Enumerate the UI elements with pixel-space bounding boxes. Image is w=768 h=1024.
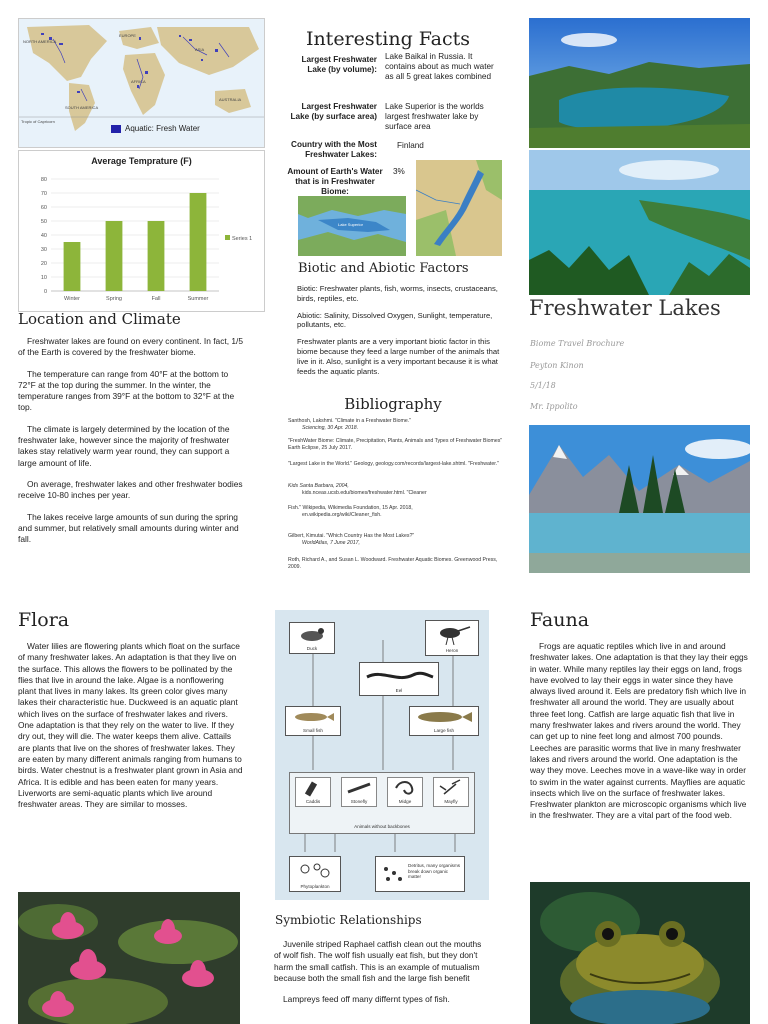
fw-eel [359, 662, 439, 696]
lake-photo-2 [529, 150, 750, 295]
legend-swatch [111, 125, 121, 133]
fw-stonefly [341, 777, 377, 807]
location-body [18, 336, 246, 555]
food-web-diagram [275, 610, 489, 900]
bib-4b: kids.nceas.ucsb.edu/biomes/freshwater.html. "Cleaner [302, 489, 427, 496]
lake-superior-label: Lake Superior [338, 222, 363, 227]
bib-1a: Santhosh, Lakshmi. "Climate in a Freshwater Biome." [288, 418, 412, 424]
fact-1-value: Lake Baikal in Russia. It contains about as much water as all 5 great lakes combined [385, 52, 494, 81]
chart-ytick-label: 70 [40, 191, 47, 197]
fact-3-label: Country with the Most Freshwater Lakes: [291, 140, 377, 159]
legend-label: Aquatic: Fresh Water [125, 124, 200, 133]
chart-bar [148, 221, 165, 291]
chart-ytick-label: 10 [40, 275, 47, 281]
lake-photo-3-graphic [529, 425, 750, 573]
fw-duck-label: Duck [306, 646, 318, 651]
bib-entry-7: Roth, Richard A., and Susan L. Woodward. Freshwater Aquatic Biomes. Greenwood Press, 2009. [288, 557, 498, 570]
chart-ytick-label: 60 [40, 205, 47, 211]
heron-icon [432, 623, 472, 645]
cover-subtitle: Biome Travel Brochure [530, 339, 625, 348]
cover-title: Freshwater Lakes [529, 296, 721, 320]
fact-1-label: Largest Freshwater Lake (by volume): [301, 55, 377, 74]
bib-entry-4 [288, 483, 508, 496]
chart-plot [19, 151, 264, 311]
chart-bar [190, 193, 207, 291]
biotic-p3: Freshwater plants are a very important biotic factor in this biome because they feed a large number of the animals that live in it. Also, sunlight is a very important because it is what feeds the aquatic plants. [297, 337, 500, 376]
cover-date: 5/1/18 [530, 381, 556, 390]
duck-icon [297, 625, 327, 643]
chart-bar [64, 242, 81, 291]
lake-photo-1-graphic [529, 18, 750, 148]
symbiotic-body [274, 939, 488, 1015]
fact-3-value: Finland [397, 141, 424, 150]
water-lily-graphic [18, 892, 240, 1024]
bib-4a: Kids Santa Barbara, 2004, [288, 483, 349, 489]
bib-entry-6 [288, 533, 508, 546]
chart-ytick-label: 30 [40, 247, 47, 253]
fw-heron [425, 620, 479, 656]
detritus-icon [380, 863, 406, 885]
fw-invertebrates [289, 772, 475, 834]
bib-6a: Gilbert, Kimutai. "Which Country Has the Most Lakes?" [288, 533, 415, 539]
flora-heading: Flora [18, 609, 70, 631]
chart-ytick-label: 20 [40, 261, 47, 267]
chart-ytick-label: 0 [43, 289, 47, 295]
fw-phytoplankton [289, 856, 341, 892]
midge-icon [388, 778, 422, 798]
bib-6b: WorldAtlas, 7 June 2017, [302, 539, 360, 546]
lake-photo-2-graphic [529, 150, 750, 295]
fw-without-backbones: Animals without backbones [354, 824, 410, 829]
flora-body [18, 641, 243, 820]
chart-ytick-label: 50 [40, 219, 47, 225]
bibliography-heading: Bibliography [344, 395, 442, 413]
fact-2-value: Lake Superior is the worlds largest freshwater lake by surface area [385, 102, 484, 131]
lake-superior-map [298, 196, 406, 256]
phytoplankton-icon [295, 859, 335, 881]
symbiotic-p1: Juvenile striped Raphael catfish clean out the mouths of wolf fish. The wolf fish usually eat fish, but they don't harm the small catfish. This is an example of mutualism because both the small fish and the large fish benefit [274, 939, 482, 983]
fw-large-fish-label: Large fish [433, 728, 455, 733]
chart-xtick-label: Winter [64, 296, 80, 302]
fw-small-fish-label: Small fish [303, 728, 323, 733]
chart-legend-swatch [225, 235, 230, 240]
fw-eel-label: Eel [395, 688, 403, 693]
fauna-text: Frogs are aquatic reptiles which live in and around freshwater lakes. One adaptation is that they lay their eggs in water. While many reptiles lay their eggs on land, frogs have evolved to lay their eggs in water since they have always lived around it. Eels are predatory fish which live in freshwater all around the world. They are usually about three feet long. Catfish are large aquatic fish that live in many freshwater lakes and rivers around the world. They can get up to nine feet long and almost 700 pounds. Leeches are parasitic worms that live in many freshwater lakes and rivers around the world. One adaptation is the way they move. Leeches move in a wave-like way in order to swim in the water against currents. Mayflies are aquatic insects which live on the surface of freshwater lakes. Freshwater plankton are microscopic organisms which live in the freshwater. They are a vital part of the food web. [530, 641, 748, 821]
facts-heading: Interesting Facts [305, 28, 471, 50]
caddis-icon [296, 778, 330, 798]
eel-icon [363, 667, 435, 685]
fw-caddis-label: Caddis [305, 799, 321, 804]
location-p4: On average, freshwater lakes and other freshwater bodies receive 10-80 inches per year. [18, 478, 243, 501]
map-label-asia: ASIA [195, 47, 205, 52]
small-fish-icon [291, 710, 335, 724]
stonefly-icon [342, 778, 376, 798]
lake-photo-3 [529, 425, 750, 573]
fw-detritus-label: Detritus, many organisms break down organic matter [408, 863, 461, 880]
symbiotic-heading: Symbiotic Relationships [275, 913, 422, 927]
bib-1b: Sciencing, 30 Apr. 2018. [302, 424, 359, 431]
fw-midge [387, 777, 423, 807]
chart-xtick-label: Spring [106, 296, 122, 302]
bib-5b: en.wikipedia.org/wiki/Cleaner_fish. [302, 511, 382, 518]
chart-title: Average Temprature (F) [91, 156, 192, 166]
lake-baikal-graphic [416, 160, 502, 256]
water-lily-photo [18, 892, 240, 1024]
fauna-heading: Fauna [530, 609, 590, 631]
fw-phyto-label: Phytoplankton [300, 884, 330, 889]
mayfly-icon [434, 778, 468, 798]
frog-graphic [530, 882, 750, 1024]
bib-entry-2: "FreshWater Biome: Climate, Precipitation, Plants, Animals and Types of Freshwater Biomes" Earth Eclipse, 25 July 2017. [288, 438, 503, 451]
chart-legend-label: Series 1 [232, 236, 253, 242]
bib-entry-3: "Largest Lake in the World." Geology, geology.com/records/largest-lake.shtml. "Freshwater." [288, 461, 499, 467]
fw-duck [289, 622, 335, 654]
fact-4-label: Amount of Earth's Water that is in Freshwater Biome: [287, 167, 383, 196]
world-map-freshwater [18, 18, 265, 148]
bib-5a: Fish." Wikipedia, Wikimedia Foundation, 15 Apr. 2018, [288, 505, 413, 511]
fw-caddis [295, 777, 331, 807]
large-fish-icon [414, 710, 474, 724]
fw-midge-label: Midge [398, 799, 412, 804]
biotic-heading: Biotic and Abiotic Factors [298, 261, 469, 276]
location-p1: Freshwater lakes are found on every continent. In fact, 1/5 of the Earth is covered by the freshwater biome. [18, 336, 244, 358]
map-label-south-america: SOUTH AMERICA [65, 105, 99, 110]
location-heading: Location and Climate [18, 310, 181, 328]
frog-photo [530, 882, 750, 1024]
fact-2-label: Largest Freshwater Lake (by surface area) [290, 102, 377, 121]
lake-baikal-map [416, 160, 502, 256]
map-label-tropic: Tropic of Capricorn [21, 119, 55, 124]
chart-xtick-label: Fall [151, 296, 161, 302]
fw-mayfly [433, 777, 469, 807]
map-label-europe: EUROPE [119, 33, 136, 38]
fw-detritus [375, 856, 465, 892]
biotic-p2: Abiotic: Salinity, Dissolved Oxygen, Sunlight, temperature, pollutants, etc. [297, 310, 493, 330]
cover-teacher: Mr. Ippolito [530, 402, 578, 411]
fw-small-fish [285, 706, 341, 736]
location-p3: The climate is largely determined by the location of the freshwater lake, however since the majority of freshwater lakes stay relatively warm year round, they can support a large amount of life. [18, 423, 230, 468]
bib-entry-1 [288, 418, 508, 431]
fauna-body [530, 641, 752, 832]
biotic-body [297, 284, 502, 376]
location-p5: The lakes receive large amounts of sun during the spring and summer, but relatively small amounts during winter and fall. [18, 511, 239, 545]
chart-xtick-label: Summer [187, 296, 209, 302]
fw-heron-label: Heron [445, 648, 459, 653]
map-legend [111, 124, 200, 133]
fw-stonefly-label: Stonefly [350, 799, 368, 804]
biotic-p1: Biotic: Freshwater plants, fish, worms, insects, crustaceans, birds, reptiles, etc. [297, 284, 498, 303]
chart-bar [106, 221, 123, 291]
fw-large-fish [409, 706, 479, 736]
chart-ytick-label: 80 [40, 177, 47, 183]
flora-text: Water lilies are flowering plants which float on the surface of many freshwater lakes. An adaptation is that they live on the surface. This allows the flowers to be pollinated by the flies that live in around the lake. Algae is a nonflowering plant that lives in many lakes. Its green color gives many lakes their characteristic hue. Duckweed is an aquatic plant which lives on the surface of freshwater lakes and rivers. One adaptation is that they rely on the water to live. If they dry out, they will die. The water keeps them alive. Cattails are plants that live on the shores of freshwater lakes. They are eaten by many different animals ranging from humans to birds. Water chestnut is a freshwater plant grown in Asia and Africa. It is edible and has been eaten for many years. Liverworts are semi-aquatic plants which live around freshwater areas. They are similar to mosses. [18, 641, 243, 810]
map-label-africa: AFRICA [131, 79, 146, 84]
map-label-australia: AUSTRALIA [219, 97, 242, 102]
chart-ytick-label: 40 [40, 233, 47, 239]
fw-invertebrate-row [290, 777, 474, 807]
map-label-north-america: NORTH AMERICA [23, 39, 57, 44]
bib-entry-5 [288, 505, 508, 518]
fw-mayfly-label: Mayfly [444, 799, 458, 804]
lake-photo-1 [529, 18, 750, 148]
location-p2: The temperature can range from 40°F at the bottom to 72°F at the top during the summer. In the winter, the temperature ranges from 39°F at the bottom to 32°F at the top. [18, 368, 235, 413]
symbiotic-p2: Lampreys feed off many differnt types of fish. [283, 994, 450, 1005]
cover-author: Peyton Kinon [530, 361, 584, 370]
temperature-chart [18, 150, 265, 312]
fact-4-value: 3% [393, 167, 405, 176]
